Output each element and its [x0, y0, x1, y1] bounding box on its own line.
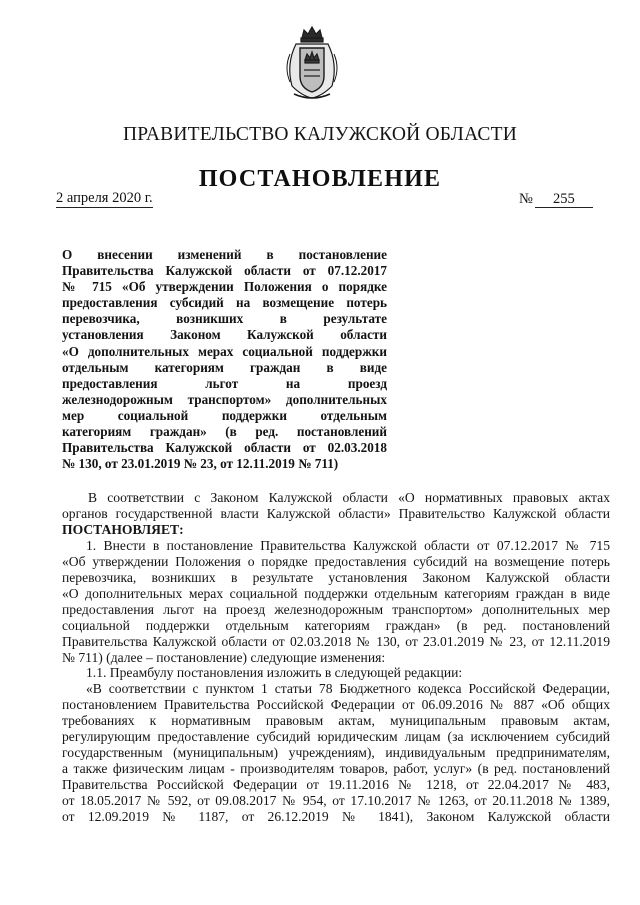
organization-title: ПРАВИТЕЛЬСТВО КАЛУЖСКОЙ ОБЛАСТИ	[123, 124, 517, 145]
body-line: предоставления льгот на проезд железнодорожным транспортом» дополнительных мер	[62, 601, 610, 617]
body-line: «О дополнительных мерах социальной поддержки отдельным категориям граждан в виде	[62, 585, 610, 601]
resolution-keyword: ПОСТАНОВЛЯЕТ:	[62, 521, 184, 537]
body-line: требованиях к нормативным правовым актам, муниципальным правовым актам,	[62, 713, 610, 729]
body-line: социальной поддержки отдельным категориям граждан» (в ред. постановлений	[62, 617, 610, 633]
subject-line: предоставления субсидий на возмещение потерь	[62, 295, 387, 311]
subject-line: № 715 «Об утверждении Положения о порядке	[62, 279, 387, 295]
body-line: № 711) (далее – постановление) следующие изменения:	[62, 649, 386, 665]
document-number	[519, 191, 593, 208]
body-line: В соответствии с Законом Калужской области «О нормативных правовых актах	[88, 490, 610, 505]
body-line: от 12.09.2019 № 1187, от 26.12.2019 № 1841), Законом Калужской области	[62, 809, 610, 825]
body-line: 1.1. Преамбулу постановления изложить в следующей редакции:	[86, 665, 463, 681]
subject-line: установления Законом Калужской области	[62, 327, 387, 343]
document-body	[62, 490, 610, 825]
subject-line: «О дополнительных мерах социальной поддержки	[62, 343, 387, 359]
body-line: органов государственной власти Калужской области» Правительство Калужской области	[62, 505, 610, 521]
subject-line: предоставления льгот на проезд	[62, 375, 387, 391]
subject-line: О внесении изменений в постановление	[62, 247, 387, 262]
subject-line: железнодорожным транспортом» дополнительных	[62, 391, 387, 407]
subject-line: Правительства Калужской области от 07.12.2017	[62, 263, 387, 279]
subject-line: Правительства Калужской области от 02.03.2018	[62, 440, 387, 456]
number-sign: №	[519, 191, 533, 207]
body-line: Правительства Российской Федерации от 19.11.2016 № 1218, от 22.04.2017 № 483,	[62, 777, 610, 793]
number-value: 255	[535, 191, 593, 208]
document-subject	[62, 247, 387, 472]
subject-line: мер социальной поддержки отдельным	[62, 407, 387, 423]
body-line: перевозчика, возникших в результате установления Законом Калужской области	[62, 569, 610, 585]
subject-line: отдельным категориям граждан в виде	[62, 359, 387, 375]
document-date: 2 апреля 2020 г.	[56, 190, 153, 206]
body-line: а также физическим лицам - производителям товаров, работ, услуг» (в ред. постановлений	[62, 761, 610, 777]
body-line: «В соответствии с пунктом 1 статьи 78 Бюджетного кодекса Российской Федерации,	[86, 681, 610, 697]
body-line: 1. Внести в постановление Правительства Калужской области от 07.12.2017 № 715	[86, 537, 610, 553]
body-line: Правительства Калужской области от 02.03.2018 № 130, от 23.01.2019 № 23, от 12.11.2019	[62, 633, 610, 649]
subject-line: № 130, от 23.01.2019 № 23, от 12.11.2019 № 711)	[62, 456, 339, 472]
coat-of-arms-icon	[282, 24, 342, 102]
subject-line: категориям граждан» (в ред. постановлений	[62, 424, 387, 440]
body-line: «Об утверждении Положения о порядке предоставления субсидий на возмещение потерь	[62, 553, 610, 569]
document-type-heading: ПОСТАНОВЛЕНИЕ	[198, 166, 442, 192]
subject-line: перевозчика, возникших в результате	[62, 311, 387, 327]
body-line: от 18.05.2017 № 592, от 09.08.2017 № 954, от 17.10.2017 № 1263, от 20.11.2018 № 1389,	[62, 793, 610, 809]
body-line: постановлением Правительства Российской Федерации от 06.09.2016 № 887 «Об общих	[62, 697, 610, 713]
body-line: государственным (муниципальным) учреждениям), индивидуальным предпринимателям,	[62, 745, 610, 761]
body-line: регулирующим предоставление субсидий юридическим лицам (за исключением субсидий	[62, 729, 610, 745]
